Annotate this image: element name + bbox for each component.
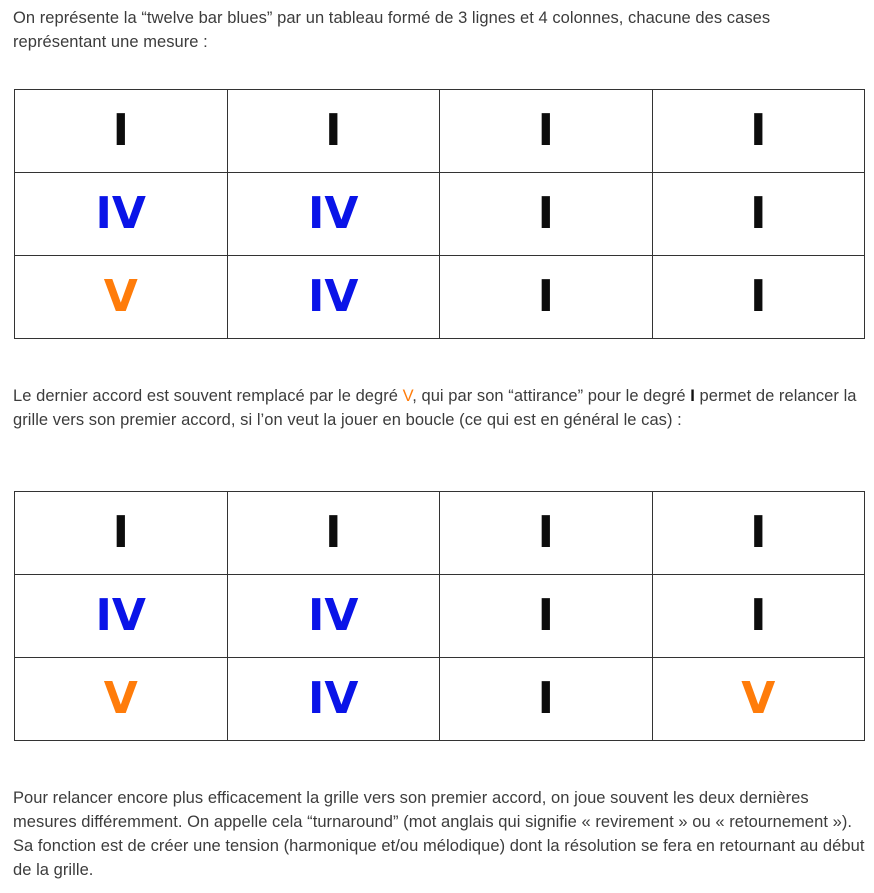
measure-cell: V: [15, 658, 228, 741]
measure-cell: I: [15, 90, 228, 173]
grid-row: [15, 575, 865, 658]
grid-row: [15, 256, 865, 339]
grid-row: [15, 658, 865, 741]
measure-cell: IV: [227, 658, 440, 741]
measure-cell: I: [227, 492, 440, 575]
grid-row: [15, 492, 865, 575]
measure-cell: I: [652, 90, 865, 173]
measure-cell: I: [440, 658, 653, 741]
middle-text-part3: permet de relancer la grille vers son premier accord, si l’on veut la jouer en boucle (ce qui est en général le cas) :: [13, 387, 857, 429]
intro-paragraph: On représente la “twelve bar blues” par un tableau formé de 3 lignes et 4 colonnes, chacune des cases représentant une mesure :: [13, 9, 771, 51]
measure-cell: IV: [227, 173, 440, 256]
measure-cell: I: [652, 492, 865, 575]
measure-cell: IV: [227, 575, 440, 658]
measure-cell: I: [652, 256, 865, 339]
grid-body: [15, 90, 865, 339]
measure-cell: I: [440, 256, 653, 339]
twelve-bar-grid: [14, 89, 865, 339]
turnaround-paragraph: Pour relancer encore plus efficacement la grille vers son premier accord, on joue souvent les deux dernières mesures différemment. On appelle cela “turnaround” (mot anglais qui signifie « revirement » ou « retournement »). Sa fonction est de créer une tension (harmonique et/ou mélodique) dont la résolution se fera en retournant au début de la grille.: [13, 789, 865, 879]
inline-degree-v: V: [402, 387, 413, 405]
measure-cell: I: [15, 492, 228, 575]
measure-cell: I: [652, 575, 865, 658]
measure-cell: I: [440, 575, 653, 658]
middle-paragraph: [13, 384, 865, 432]
grid-body: [15, 492, 865, 741]
measure-cell: V: [652, 658, 865, 741]
measure-cell: I: [440, 492, 653, 575]
twelve-bar-grid-variant: [14, 491, 865, 741]
measure-cell: I: [440, 90, 653, 173]
middle-text-part2: , qui par son “attirance” pour le degré: [412, 387, 691, 405]
grid-row: [15, 90, 865, 173]
measure-cell: IV: [15, 575, 228, 658]
measure-cell: IV: [15, 173, 228, 256]
inline-degree-i: I: [690, 387, 695, 405]
grid-row: [15, 173, 865, 256]
measure-cell: I: [652, 173, 865, 256]
measure-cell: I: [227, 90, 440, 173]
measure-cell: V: [15, 256, 228, 339]
middle-text-part1: Le dernier accord est souvent remplacé par le degré: [13, 387, 403, 405]
measure-cell: IV: [227, 256, 440, 339]
measure-cell: I: [440, 173, 653, 256]
